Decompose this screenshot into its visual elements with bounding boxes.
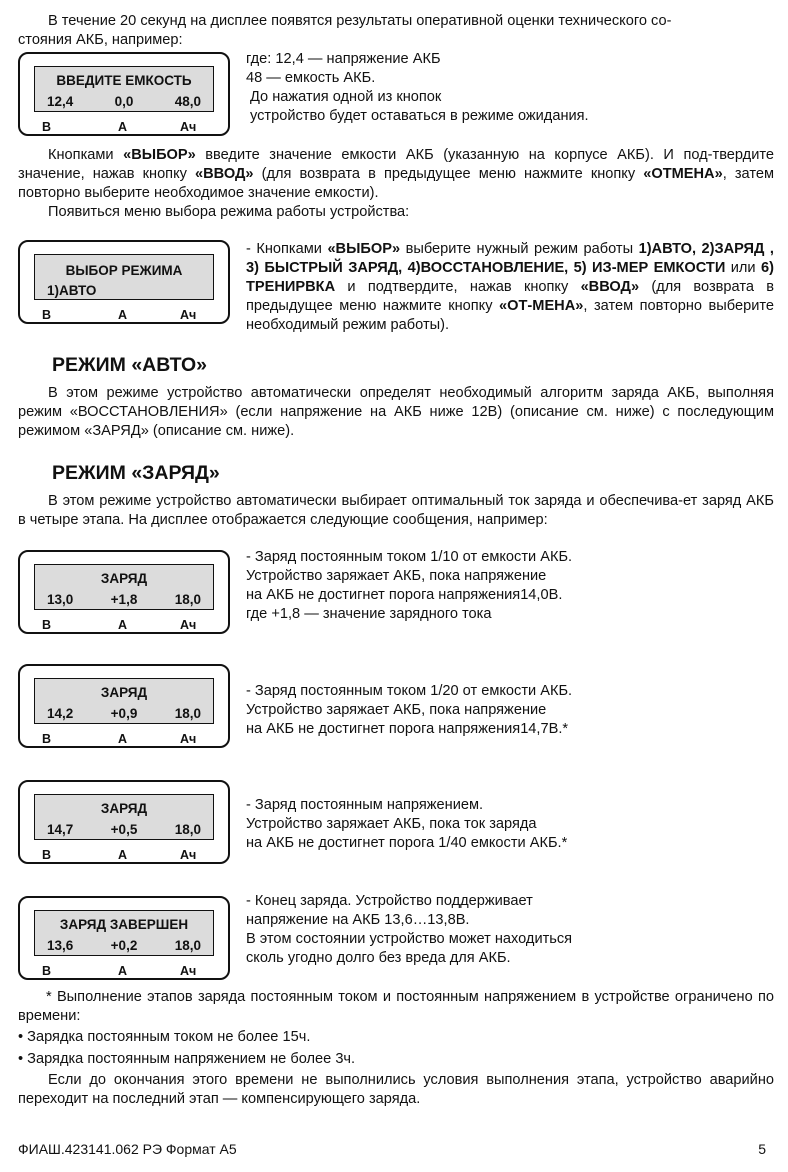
auto-paragraph: В этом режиме устройство автоматически определят необходимый алгоритм заряда АКБ, выполняя режим «ВОССТАНОВЛЕНИЯ» (если напряжение на АКБ ниже 12В) (описание см. ниже) с последующим режимом «ЗАРЯД» (описание см. ниже).	[18, 385, 774, 439]
lcd-values	[47, 92, 201, 111]
lcd-screen: ЗАРЯД ЗАВЕРШЕН 13,6 +0,2 18,0	[34, 910, 214, 956]
final-paragraph: Если до окончания этого времени не выполнились условия выполнения этапа, устройство аварийно переходит на последний этап — компенсирующего заряда.	[18, 1072, 774, 1107]
lcd-title: ВВЕДИТЕ ЕМКОСТЬ	[56, 73, 192, 88]
page-number: 5	[758, 1141, 766, 1157]
lcd-screen: ЗАРЯД 13,0 +1,8 18,0	[34, 564, 214, 610]
bullet-icon: •	[18, 1029, 24, 1045]
heading-charge: РЕЖИМ «ЗАРЯД»	[52, 462, 220, 484]
unit-amp: А	[118, 120, 128, 134]
lcd-screen: ЗАРЯД 14,7 +0,5 18,0	[34, 794, 214, 840]
intro-paragraph: В течение 20 секунд на дисплее появятся результаты оперативной оценки технического со- стояния АКБ, например:	[18, 13, 672, 48]
lcd-display-mode	[18, 240, 230, 324]
lcd-display-stage-3: ЗАРЯД 14,7 +0,5 18,0 В А Ач	[18, 780, 230, 864]
lcd-display-capacity	[18, 52, 230, 136]
footnote-paragraph: * Выполнение этапов заряда постоянным током и постоянным напряжением в устройстве ограничено по времени:	[18, 989, 774, 1024]
stage-4-notes: - Конец заряда. Устройство поддерживает напряжение на АКБ 13,6…13,8В. В этом состоянии устройство может находиться сколь угодно долго без вреда для АКБ.	[246, 893, 573, 966]
mode-select-paragraph: - Кнопками «ВЫБОР» выберите нужный режим работы 1)АВТО, 2)ЗАРЯД , 3) БЫСТРЫЙ ЗАРЯД, 4)ВОССТАНОВЛЕНИЕ, 5) ИЗ-МЕР ЕМКОСТИ или 6) ТРЕНИРВКА и подтвердите, нажав кнопку «ВВОД» (для возврата в предыдущее меню нажмите кнопку «ОТ-МЕНА», затем повторно выберите необходимый режим работы).	[246, 241, 775, 333]
capacity-paragraph: Кнопками «ВЫБОР» введите значение емкости АКБ (указанную на корпусе АКБ). И под-твердите значение, нажав кнопку «ВВОД» (для возврата в предыдущее меню нажмите кнопку «ОТМЕНА», затем повторно выберите необходимое значение емкости).	[18, 147, 774, 201]
bullet-icon: •	[18, 1051, 24, 1067]
bullet-item: • Зарядка постоянным напряжением не более 3ч.	[18, 1051, 356, 1067]
unit-volt: В	[42, 120, 52, 134]
lcd-voltage: 12,4	[47, 94, 74, 109]
bullet-item: • Зарядка постоянным током не более 15ч.	[18, 1029, 311, 1045]
stage-1-notes: - Заряд постоянным током 1/10 от емкости АКБ. Устройство заряжает АКБ, пока напряжение на АКБ не достигнет порога напряжения14,0В. где +1,8 — значение зарядного тока	[246, 549, 573, 622]
mode-menu-intro: Появиться меню выбора режима работы устройства:	[48, 204, 410, 220]
lcd-units: В А Ач	[42, 308, 197, 322]
lcd-capacity: 48,0	[174, 94, 201, 109]
lcd-display-stage-4: ЗАРЯД ЗАВЕРШЕН 13,6 +0,2 18,0 В А Ач	[18, 896, 230, 980]
unit-amp-hour: Ач	[180, 120, 197, 134]
lcd1-notes: где: 12,4 — напряжение АКБ 48 — емкость АКБ. До нажатия одной из кнопок устройство будет оставаться в режиме ожидания.	[246, 51, 589, 124]
lcd-title: ВЫБОР РЕЖИМА	[65, 263, 183, 278]
lcd-screen	[34, 66, 214, 112]
heading-auto: РЕЖИМ «АВТО»	[52, 354, 208, 376]
stage-2-notes: - Заряд постоянным током 1/20 от емкости АКБ. Устройство заряжает АКБ, пока напряжение на АКБ не достигнет порога напряжения14,7В.*	[246, 683, 573, 737]
lcd-units	[20, 116, 228, 134]
footer-doc-id: ФИАШ.423141.062 РЭ Формат А5	[18, 1141, 237, 1157]
stage-3-notes: - Заряд постоянным напряжением. Устройство заряжает АКБ, пока ток заряда на АКБ не достигнет порога 1/40 емкости АКБ.*	[246, 797, 568, 851]
lcd-screen: ЗАРЯД 14,2 +0,9 18,0	[34, 678, 214, 724]
charge-paragraph: В этом режиме устройство автоматически выбирает оптимальный ток заряда и обеспечива-ет заряд АКБ в четыре этапа. На дисплее отображается следующие сообщения, например:	[18, 493, 774, 528]
lcd-display-stage-1: ЗАРЯД 13,0 +1,8 18,0 В А Ач	[18, 550, 230, 634]
lcd-current: 0,0	[114, 94, 134, 109]
lcd-screen	[34, 254, 214, 300]
lcd-mode-value: 1)АВТО	[47, 283, 97, 298]
lcd-display-stage-2: ЗАРЯД 14,2 +0,9 18,0 В А Ач	[18, 664, 230, 748]
